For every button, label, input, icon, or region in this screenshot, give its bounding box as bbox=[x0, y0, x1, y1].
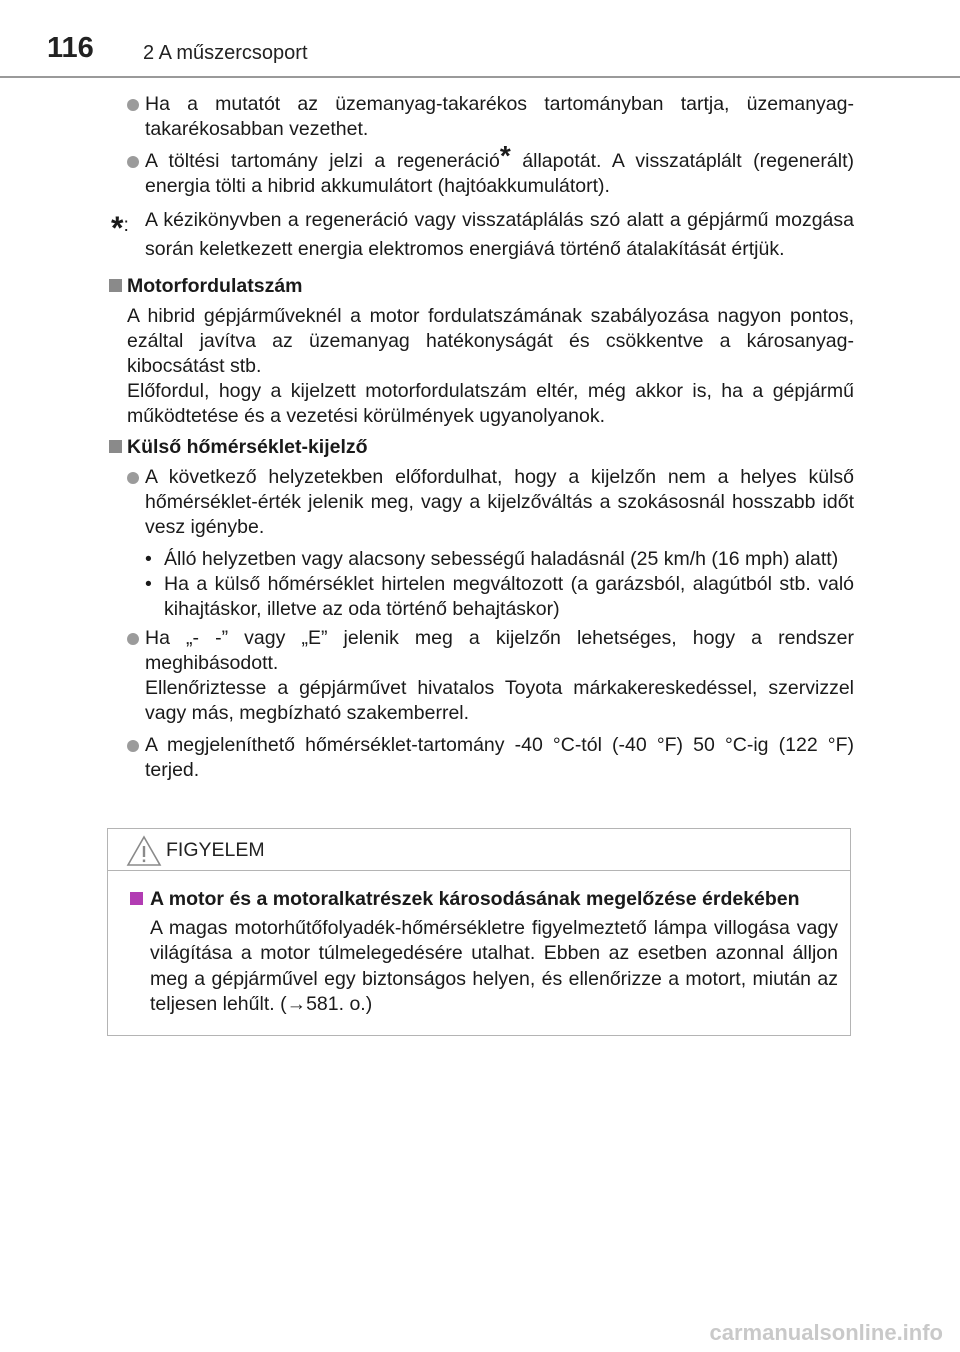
warning-triangle-icon bbox=[126, 835, 162, 867]
bullet-dot bbox=[127, 740, 139, 752]
temp-bullet-1: A következő helyzetekben előfordulhat, hogy a kijelzőn nem a helyes külső hőmérséklet-érték jelenik meg, vagy a kijelzőváltás a szokásosnál hosszabb időt vesz igénybe. bbox=[107, 465, 854, 540]
rpm-paragraph: A hibrid gépjárműveknél a motor fordulatszámának szabályozása nagyon pontos, ezáltal javítva az üzemanyag hatékonyságát és csökkentve a károsanyag-kibocsátást stb. Előfordul, hogy a kijelzett motorfordulatszám eltér, még akkor is, ha a gépjármű működtetése és a vezetési körülmények ugyanolyanok. bbox=[127, 305, 854, 427]
footnote-text: A kézikönyvben a regeneráció vagy visszatáplálás szó alatt a gépjármű mozgása során keletkezett energia elektromos energiává történő átalakítását értjük. bbox=[145, 209, 854, 260]
footnote-mark: *: bbox=[111, 210, 129, 246]
warning-title: FIGYELEM bbox=[166, 839, 265, 861]
temp-heading: Külső hőmérséklet-kijelző bbox=[107, 435, 854, 460]
warning-subheading: A motor és a motoralkatrészek károsodásának megelőzése érdekében bbox=[130, 887, 838, 913]
page-number: 116 bbox=[47, 32, 94, 64]
page-header bbox=[0, 0, 960, 80]
temp-bullet-3: A megjeleníthető hőmérséklet-tartomány -40 °C-tól (-40 °F) 50 °C-ig (122 °F) terjed. bbox=[107, 733, 854, 783]
header-rule bbox=[0, 76, 960, 78]
section-title: 2 A műszercsoport bbox=[143, 42, 308, 64]
warning-text: A magas motorhűtőfolyadék-hőmérsékletre figyelmeztető lámpa villogása vagy világítása a motor túlmelegedésére utalhat. Ebben az esetben azonnal álljon meg a gépjárművel egy biztonságos helyen, és ellenőrizze a motort, miután az teljesen lehűlt. (→581. o.) bbox=[150, 916, 838, 1015]
bullet-dot bbox=[127, 472, 139, 484]
warning-square-icon bbox=[130, 892, 143, 905]
bullet-text-a: A töltési tartomány jelzi a regeneráció bbox=[145, 150, 500, 172]
bullet-charge-range bbox=[107, 139, 854, 199]
temp-bullet-2: Ha „- -” vagy „E” jelenik meg a kijelzőn lehetséges, hogy a rendszer meghibásodott. Ellenőriztesse a gépjárművet hivatalos Toyota márkakereskedéssel, szervizzel vagy más, megbízható szakemberrel. bbox=[107, 626, 854, 726]
bullet-text: Ha a mutatót az üzemanyag-takarékos tartományban tartja, üzemanyag-takarékosabban vezethet. bbox=[145, 93, 854, 140]
footnote-ref: * bbox=[499, 139, 511, 171]
bullet-text-b: állapotát. A visszatáplált (regenerált) energia tölti a hibrid akkumulátort (hajtóakkumulátort). bbox=[145, 150, 854, 197]
bullet-fuel-economy bbox=[107, 92, 854, 142]
rpm-heading: Motorfordulatszám bbox=[107, 274, 854, 299]
bullet-dot bbox=[127, 99, 139, 111]
warning-body bbox=[130, 887, 838, 1018]
bullet-dot bbox=[127, 633, 139, 645]
footnote bbox=[107, 206, 854, 264]
warning-box bbox=[107, 828, 851, 1036]
main-content bbox=[107, 92, 854, 790]
temp-sub-bullet-1: • Álló helyzetben vagy alacsony sebességű haladásnál (25 km/h (16 mph) alatt) bbox=[145, 548, 839, 570]
bullet-dot bbox=[127, 156, 139, 168]
warning-header bbox=[108, 829, 850, 871]
watermark: carmanualsonline.info bbox=[709, 1320, 943, 1345]
temp-sub-bullet-2: • Ha a külső hőmérséklet hirtelen megváltozott (a garázsból, alagútból stb. való kihajtáskor, illetve az oda történő behajtáskor) bbox=[145, 573, 854, 620]
section-square-icon bbox=[109, 279, 122, 292]
section-square-icon bbox=[109, 440, 122, 453]
